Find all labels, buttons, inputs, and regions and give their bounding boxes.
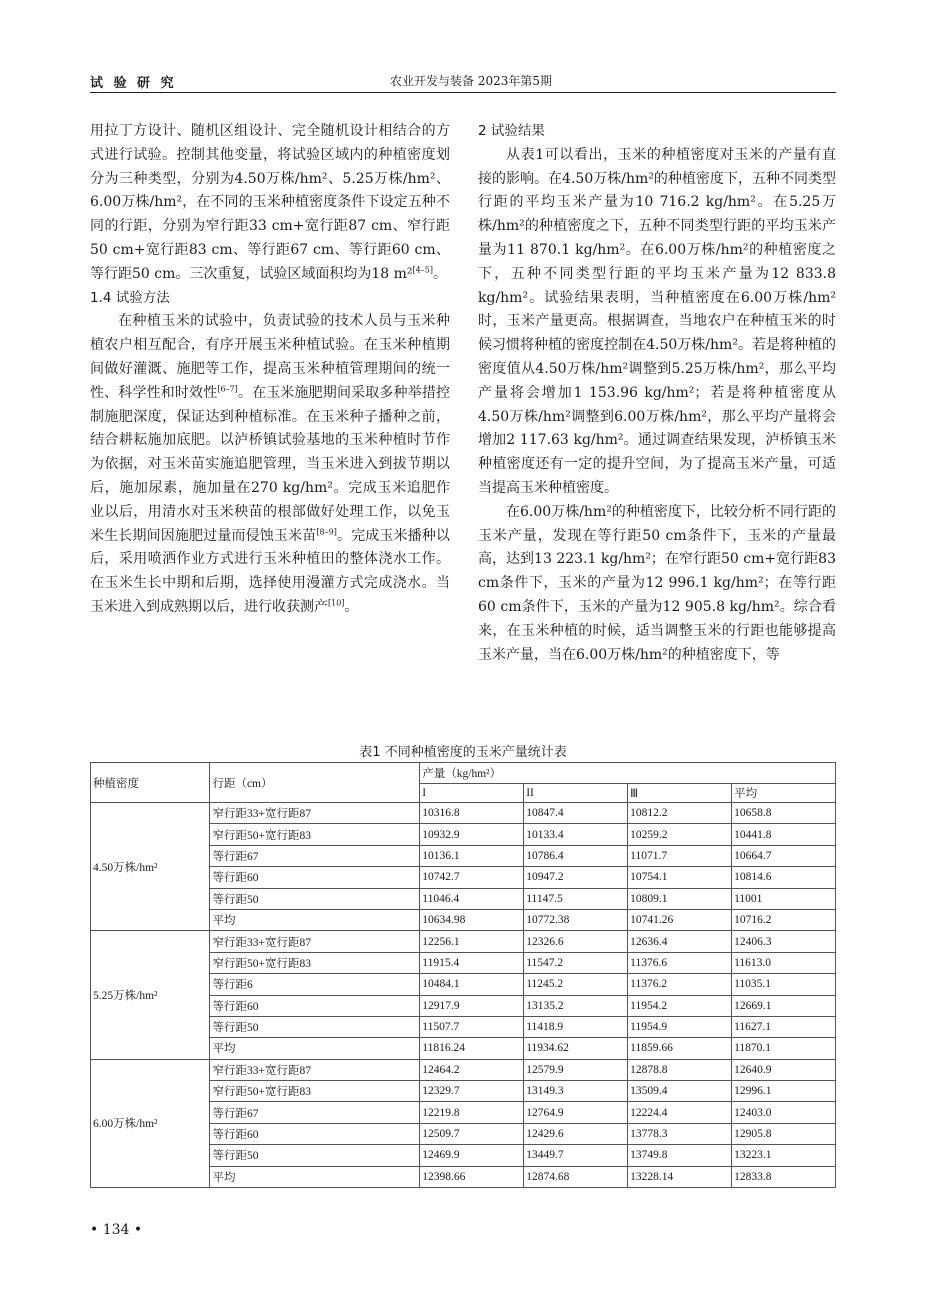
spacing-cell: 等行距50 (210, 1016, 420, 1037)
table-caption: 表1 不同种植密度的玉米产量统计表 (359, 745, 567, 760)
subheader-2: II (524, 784, 628, 803)
spacing-cell: 等行距60 (210, 867, 420, 888)
subheader-1: I (420, 784, 524, 803)
spacing-cell: 窄行距33+宽行距87 (210, 931, 420, 952)
paragraph-results-2: 在6.00万株/hm²的种植密度下，比较分析不同行距的玉米产量，发现在等行距50 cm条件下，玉米的产量最高，达到13 223.1 kg/hm²；在窄行距50 cm+宽行距83 cm条件下，玉米的产量为12 996.1 kg/hm²；在等行距60 cm条件下，玉米的产量为12 905.8 kg/hm²。综合看来，在玉米种植的时候，适当调整玉米的行距也能够提高玉米产量，当在6.00万株/hm²的种植密度下，等 (478, 503, 836, 663)
yield-cell: 12406.3 (732, 931, 836, 952)
yield-cell: 12256.1 (420, 931, 524, 952)
yield-cell: 11816.24 (420, 1038, 524, 1059)
yield-cell: 13509.4 (628, 1081, 732, 1102)
yield-cell: 11859.66 (628, 1038, 732, 1059)
yield-cell: 10664.7 (732, 845, 836, 866)
yield-cell: 10847.4 (524, 803, 628, 824)
yield-cell: 10814.6 (732, 867, 836, 888)
yield-cell: 12403.0 (732, 1102, 836, 1123)
yield-cell: 12469.9 (420, 1145, 524, 1166)
yield-cell: 12219.8 (420, 1102, 524, 1123)
left-column (90, 120, 450, 620)
yield-cell: 12917.9 (420, 995, 524, 1016)
yield-cell: 13749.8 (628, 1145, 732, 1166)
spacing-cell: 平均 (210, 909, 420, 930)
paragraph-design: 用拉丁方设计、随机区组设计、完全随机设计相结合的方式进行试验。控制其他变量，将试验区域内的种植密度划分为三种类型，分别为4.50万株/hm²、5.25万株/hm²、6.00万株/hm²，在不同的玉米种植密度条件下设定五种不同的行距，分别为窄行距33 cm+宽行距87 cm、窄行距50 cm+宽行距83 cm、等行距67 cm、等行距60 cm、等行距50 cm。三次重复，试验区域面积均为18 m²[4–5]。 (90, 123, 450, 282)
yield-cell: 12579.9 (524, 1059, 628, 1080)
heading-1-4: 1.4 试验方法 (90, 289, 170, 306)
table-row (91, 803, 836, 824)
subheader-3: Ⅲ (628, 784, 732, 803)
heading-2: 2 试验结果 (478, 123, 545, 139)
header-density: 种植密度 (91, 763, 210, 803)
spacing-cell: 等行距50 (210, 1145, 420, 1166)
header-spacing: 行距（cm） (210, 763, 420, 803)
density-cell: 5.25万株/hm² (91, 931, 210, 1059)
yield-cell: 12329.7 (420, 1081, 524, 1102)
yield-cell: 10133.4 (524, 824, 628, 845)
yield-cell: 11507.7 (420, 1016, 524, 1037)
yield-cell: 11915.4 (420, 952, 524, 973)
yield-cell: 11934.62 (524, 1038, 628, 1059)
yield-cell: 12429.6 (524, 1123, 628, 1144)
spacing-cell: 等行距67 (210, 1102, 420, 1123)
yield-cell: 12878.8 (628, 1059, 732, 1080)
yield-cell: 13223.1 (732, 1145, 836, 1166)
yield-cell: 12764.9 (524, 1102, 628, 1123)
section-label: 试 验 研 究 (90, 76, 177, 91)
paragraph-method: 在种植玉米的试验中，负责试验的技术人员与玉米种植农户相互配合，有序开展玉米种植试验。在玉米种植期间做好灌溉、施肥等工作，提高玉米种植管理期间的统一性、科学性和时效性[6–7]。在玉米施肥期间采取多种举措控制施肥深度，保证达到种植标准。在玉米种子播种之前，结合耕耘施加底肥。以泸桥镇试验基地的玉米种植时节作为依据，对玉米苗实施追肥管理，当玉米进入到拔节期以后，施加尿素，施加量在270 kg/hm²。完成玉米追肥作业以后，用清水对玉米秧苗的根部做好处理工作，以免玉米生长期间因施肥过量而侵蚀玉米苗[8–9]。完成玉米播种以后，采用喷洒作业方式进行玉米种植田的整体浇水工作。在玉米生长中期和后期，选择使用漫灌方式完成浇水。当玉米进入到成熟期以后，进行收获测产[10]。 (90, 313, 451, 615)
yield-cell: 11001 (732, 888, 836, 909)
yield-cell: 13449.7 (524, 1145, 628, 1166)
table-header-row (91, 763, 836, 784)
yield-cell: 10772.38 (524, 909, 628, 930)
yield-cell: 12640.9 (732, 1059, 836, 1080)
yield-cell: 11870.1 (732, 1038, 836, 1059)
spacing-cell: 窄行距50+宽行距83 (210, 824, 420, 845)
yield-cell: 11035.1 (732, 974, 836, 995)
yield-cell: 11046.4 (420, 888, 524, 909)
yield-cell: 10316.8 (420, 803, 524, 824)
density-cell: 4.50万株/hm² (91, 803, 210, 931)
spacing-cell: 等行距50 (210, 888, 420, 909)
table-row (91, 1059, 836, 1080)
spacing-cell: 平均 (210, 1038, 420, 1059)
spacing-cell: 等行距60 (210, 995, 420, 1016)
spacing-cell: 平均 (210, 1166, 420, 1187)
subheader-avg: 平均 (732, 784, 836, 803)
yield-cell: 12874.68 (524, 1166, 628, 1187)
yield-cell: 10786.4 (524, 845, 628, 866)
yield-cell: 12669.1 (732, 995, 836, 1016)
yield-cell: 12996.1 (732, 1081, 836, 1102)
running-header (90, 70, 836, 92)
yield-cell: 13228.14 (628, 1166, 732, 1187)
yield-cell: 12905.8 (732, 1123, 836, 1144)
yield-cell: 10812.2 (628, 803, 732, 824)
yield-cell: 11627.1 (732, 1016, 836, 1037)
journal-issue: 农业开发与装备 2023年第5期 (390, 74, 552, 88)
spacing-cell: 等行距67 (210, 845, 420, 866)
spacing-cell: 等行距60 (210, 1123, 420, 1144)
yield-cell: 12509.7 (420, 1123, 524, 1144)
citation: [10] (328, 598, 345, 608)
header-yield: 产量（kg/hm²） (420, 763, 836, 784)
yield-cell: 11376.2 (628, 974, 732, 995)
yield-cell: 11954.2 (628, 995, 732, 1016)
spacing-cell: 等行距6 (210, 974, 420, 995)
spacing-cell: 窄行距33+宽行距87 (210, 803, 420, 824)
header-rule (90, 92, 836, 93)
table-row (91, 931, 836, 952)
yield-cell: 10634.98 (420, 909, 524, 930)
yield-cell: 10742.7 (420, 867, 524, 888)
yield-cell: 11245.2 (524, 974, 628, 995)
yield-cell: 10947.2 (524, 867, 628, 888)
paragraph-results-1: 从表1可以看出，玉米的种植密度对玉米的产量有直接的影响。在4.50万株/hm²的种植密度下，五种不同类型行距的平均玉米产量为10 716.2 kg/hm²。在5.25万株/hm²的种植密度之下，五种不同类型行距的平均玉米产量为11 870.1 kg/hm²。在6.00万株/hm²的种植密度之下，五种不同类型行距的平均玉米产量为12 833.8 kg/hm²。试验结果表明，当种植密度在6.00万株/hm²时，玉米产量更高。根据调查，当地农户在种植玉米的时候习惯将种植的密度控制在4.50万株/hm²。若是将种植的密度值从4.50万株/hm²调整到5.25万株/hm²，那么平均产量将会增加1 153.96 kg/hm²；若是将种植密度从4.50万株/hm²调整到6.00万株/hm²，那么平均产量将会增加2 117.63 kg/hm²。通过调查结果发现，泸桥镇玉米种植密度还有一定的提升空间，为了提高玉米产量，可适当提高玉米种植密度。 (478, 146, 836, 496)
yield-table (90, 762, 836, 1188)
yield-cell: 10441.8 (732, 824, 836, 845)
citation: [4–5] (412, 265, 433, 275)
yield-cell: 10716.2 (732, 909, 836, 930)
citation: [6–7] (217, 384, 238, 394)
density-cell: 6.00万株/hm² (91, 1059, 210, 1187)
yield-cell: 11376.6 (628, 952, 732, 973)
yield-cell: 13135.2 (524, 995, 628, 1016)
yield-cell: 12398.66 (420, 1166, 524, 1187)
yield-cell: 10932.9 (420, 824, 524, 845)
yield-cell: 11547.2 (524, 952, 628, 973)
yield-cell: 12326.6 (524, 931, 628, 952)
yield-cell: 11954.9 (628, 1016, 732, 1037)
yield-cell: 10754.1 (628, 867, 732, 888)
yield-cell: 10259.2 (628, 824, 732, 845)
yield-cell: 11418.9 (524, 1016, 628, 1037)
spacing-cell: 窄行距33+宽行距87 (210, 1059, 420, 1080)
spacing-cell: 窄行距50+宽行距83 (210, 952, 420, 973)
yield-cell: 13778.3 (628, 1123, 732, 1144)
right-column (478, 120, 836, 667)
yield-cell: 10484.1 (420, 974, 524, 995)
yield-cell: 12464.2 (420, 1059, 524, 1080)
yield-cell: 12224.4 (628, 1102, 732, 1123)
yield-cell: 12636.4 (628, 931, 732, 952)
yield-cell: 10741.26 (628, 909, 732, 930)
citation: [8–9] (316, 526, 337, 536)
yield-cell: 10809.1 (628, 888, 732, 909)
page-number: • 134 • (90, 1222, 143, 1238)
yield-cell: 10658.8 (732, 803, 836, 824)
spacing-cell: 窄行距50+宽行距83 (210, 1081, 420, 1102)
yield-cell: 10136.1 (420, 845, 524, 866)
yield-cell: 11071.7 (628, 845, 732, 866)
yield-cell: 11147.5 (524, 888, 628, 909)
yield-cell: 13149.3 (524, 1081, 628, 1102)
yield-cell: 12833.8 (732, 1166, 836, 1187)
yield-cell: 11613.0 (732, 952, 836, 973)
